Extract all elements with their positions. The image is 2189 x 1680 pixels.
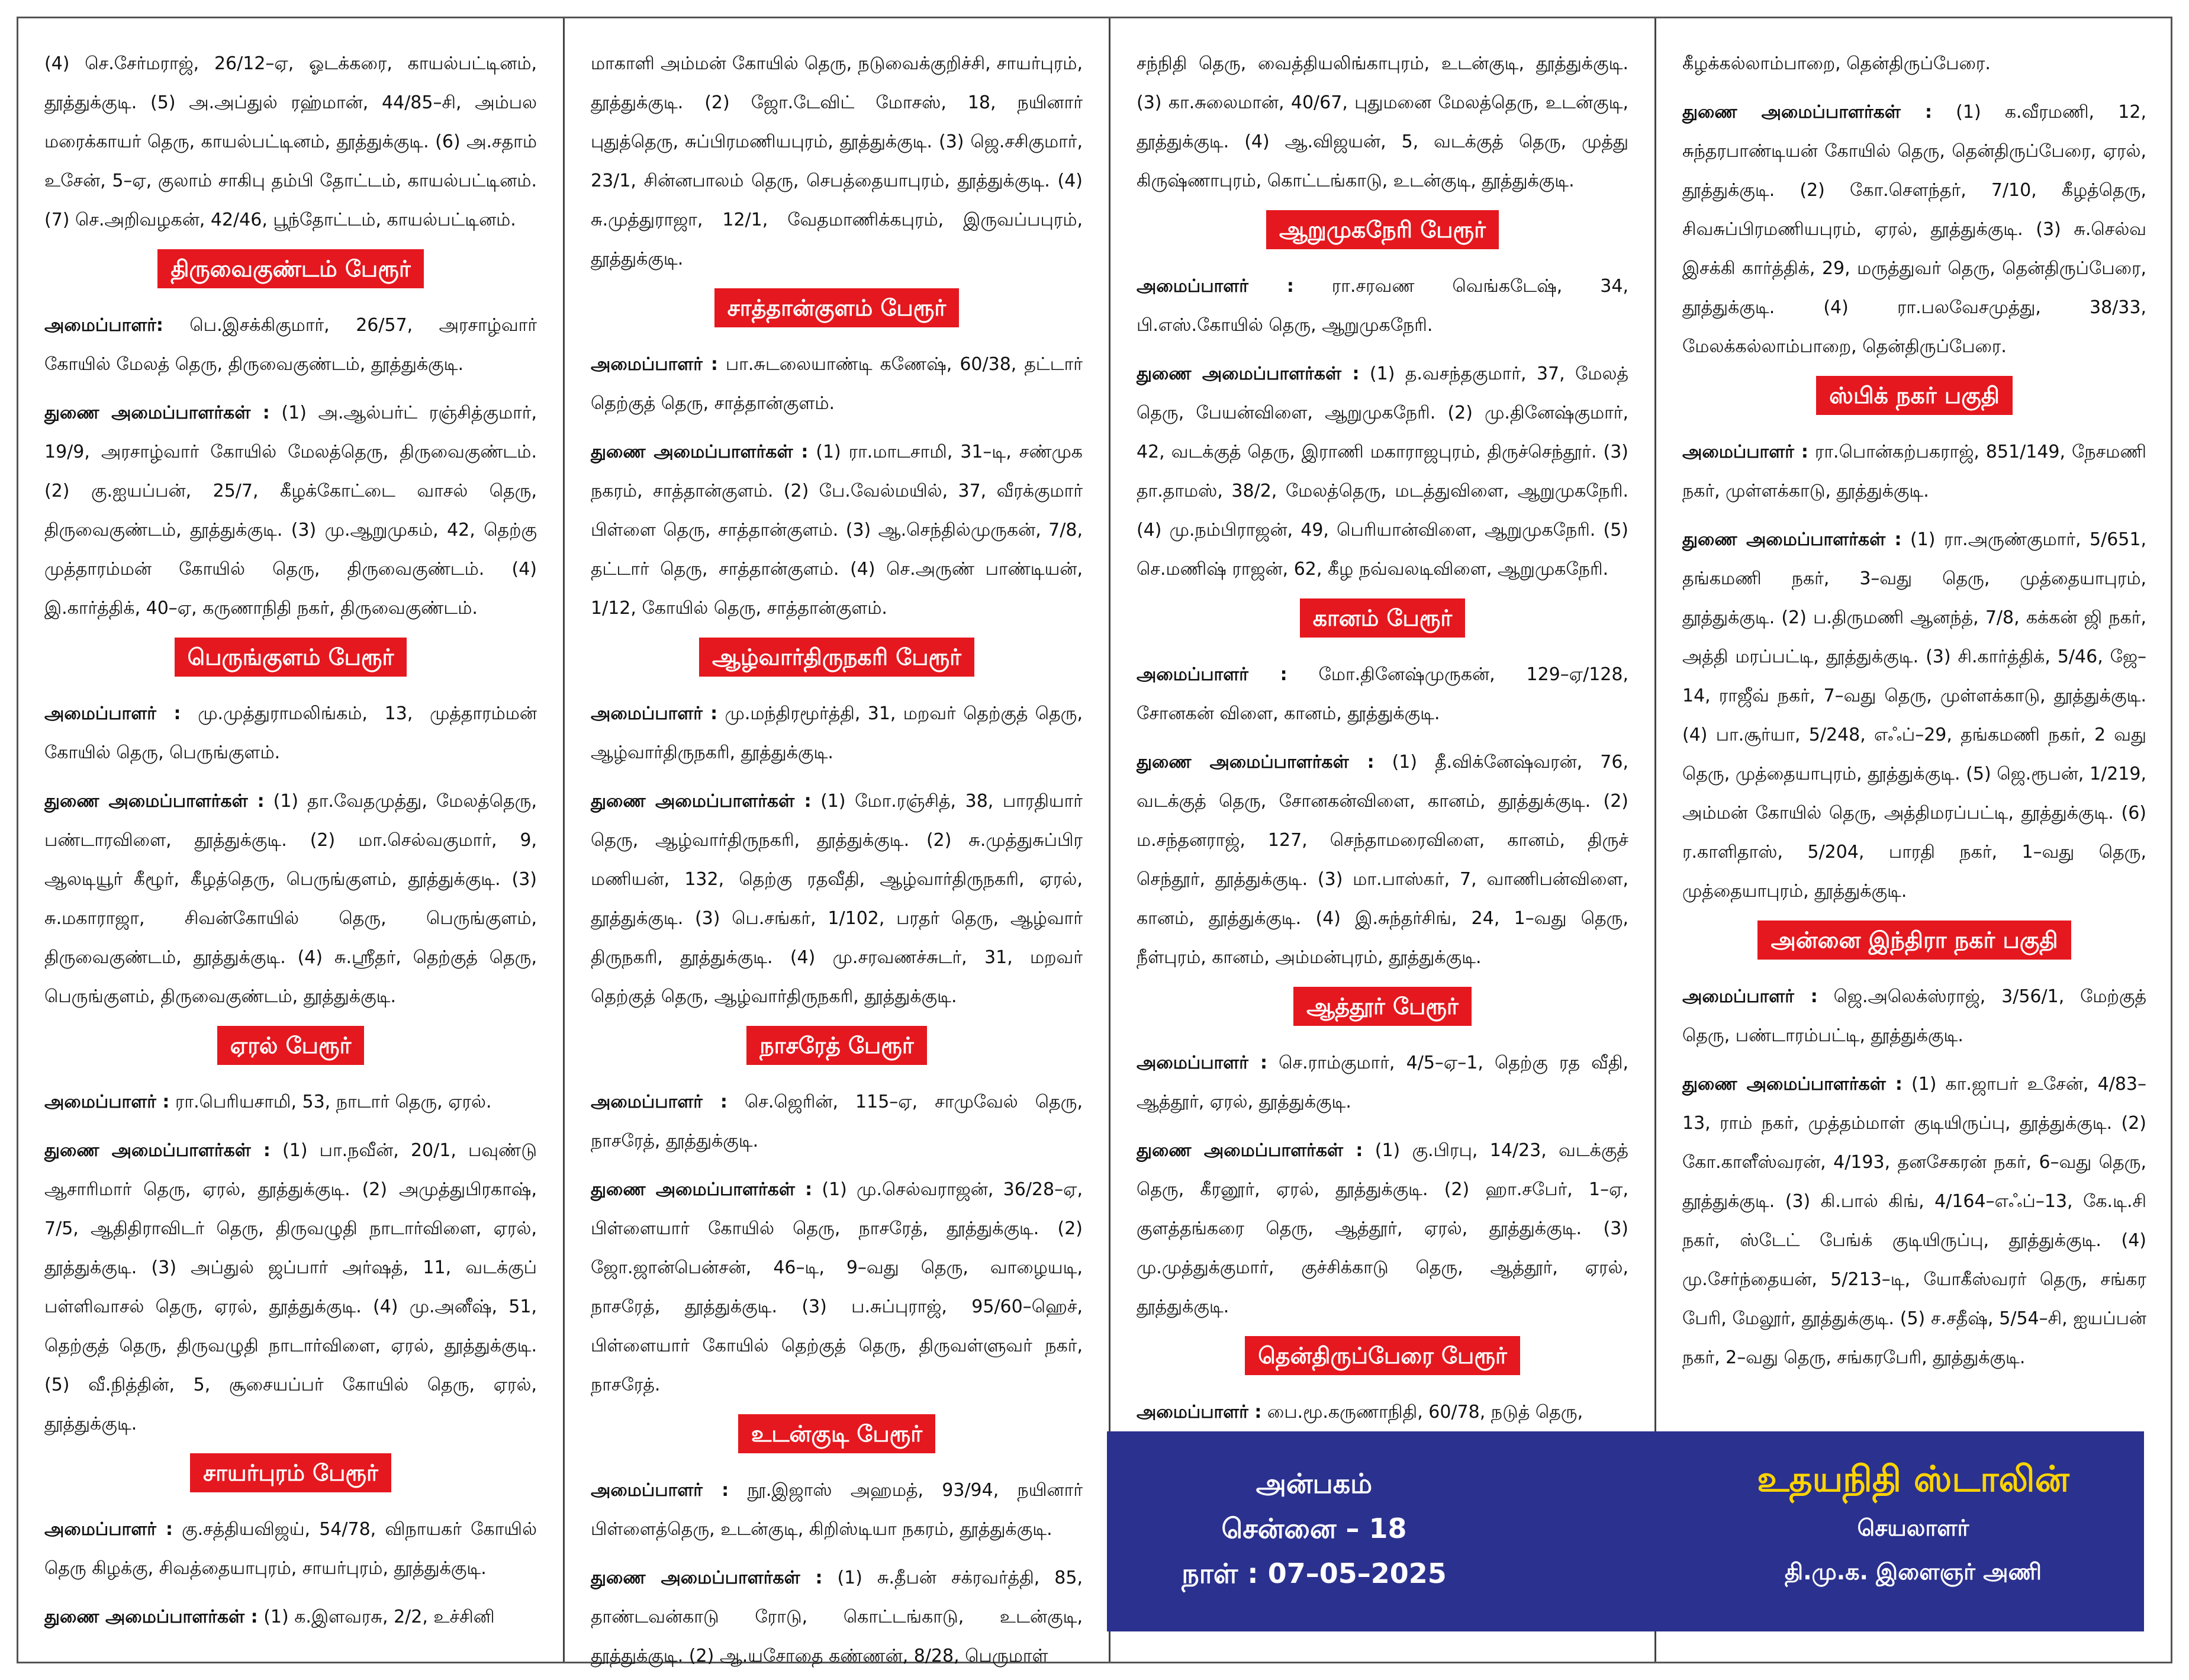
- deputy-text: (1) கு.பிரபு, 14/23, வடக்குத் தெரு, கீரனூர், ஏரல், தூத்துக்குடி. (2) ஹா.சபேர், 1–ஏ, குளத்தங்கரை தெரு, ஆத்தூர், ஏரல், தூத்துக்குடி. (3) மு.முத்துக்குமார், குச்சிக்காடு தெரு, ஆத்தூர், ஏரல், தூத்துக்குடி.: [1137, 1140, 1628, 1317]
- column-4: [1654, 18, 2172, 1662]
- issue-details: [1107, 1461, 1521, 1596]
- organizer-text: ரா.சரவண வெங்கடேஷ், 34, பி.எஸ்.கோயில் தெரு, ஆறுமுகநேரி.: [1137, 276, 1628, 336]
- deputy-label: துணை அமைப்பாளர்கள் :: [1682, 1074, 1903, 1095]
- heading-text: ஏரல் பேரூர்: [217, 1026, 365, 1065]
- organizer-text: பெ.இசக்கிகுமார், 26/57, அரசாழ்வார் கோயில் மேலத் தெரு, திருவைகுண்டம், தூத்துக்குடி.: [44, 315, 537, 375]
- deputy-label: துணை அமைப்பாளர்கள் :: [1137, 752, 1374, 773]
- deputy-label: துணை அமைப்பாளர்கள் :: [44, 403, 270, 423]
- deputy-text: (1) தா.வேதமுத்து, மேலத்தெரு, பண்டாரவிளை, தூத்துக்குடி. (2) மா.செல்வகுமார், 9, ஆலடியூர் கீழூர், கீழத்தெரு, பெருங்குளம், தூத்துக்குடி. (3) சு.மகாராஜா, சிவன்கோயில் தெரு, பெருங்குளம், திருவைகுண்டம், தூத்துக்குடி. (4) சு.ஸ்ரீதர், தெற்குத் தெரு, பெருங்குளம், திருவைகுண்டம், தூத்துக்குடி.: [44, 791, 537, 1007]
- organizer-entry: [591, 345, 1083, 423]
- organizer-text: மு.முத்துராமலிங்கம், 13, முத்தாரம்மன் கோயில் தெரு, பெருங்குளம்.: [44, 703, 537, 763]
- heading-text: உடன்குடி பேரூர்: [738, 1414, 935, 1453]
- deputy-entry: [1682, 520, 2146, 911]
- organizer-label: அமைப்பாளர் :: [44, 1092, 170, 1112]
- column-1: [18, 18, 563, 1662]
- organizer-label: அமைப்பாளர் :: [1137, 276, 1294, 297]
- deputy-label: துணை அமைப்பாளர்கள் :: [591, 442, 809, 462]
- organizer-entry: [1137, 1044, 1628, 1122]
- deputy-entry: [1137, 1131, 1628, 1327]
- organizer-entry: [44, 306, 537, 384]
- organizer-entry: [1682, 433, 2146, 511]
- heading-text: பெருங்குளம் பேரூர்: [175, 638, 407, 677]
- section-heading: [1137, 1336, 1628, 1375]
- organizer-label: அமைப்பாளர் :: [591, 354, 718, 375]
- section-heading: [591, 1414, 1083, 1453]
- deputy-text: (1) கா.ஜாபர் உசேன், 4/83–13, ராம் நகர், முத்தம்மாள் குடியிருப்பு, தூத்துக்குடி. (2) கோ.காளீஸ்வரன், 4/193, தனசேகரன் நகர், 6–வது தெரு, தூத்துக்குடி. (3) கி.பால் கிங், 4/164–எஃப்–13, கே.டி.சி நகர், ஸ்டேட் பேங்க் குடியிருப்பு, தூத்துக்குடி. (4) மு.சேர்ந்தையன், 5/213–டி, யோகீஸ்வரர் தெரு, சங்கர பேரி, மேலூர், தூத்துக்குடி. (5) ச.சதீஷ், 5/54–சி, ஐயப்பன் நகர், 2–வது தெரு, சங்கரபேரி, தூத்துக்குடி.: [1682, 1074, 2146, 1368]
- heading-text: ஆழ்வார்திருநகரி பேரூர்: [699, 638, 974, 677]
- section-heading: [1682, 376, 2146, 415]
- deputy-text: (1) பா.நவீன், 20/1, பவுண்டு ஆசாரிமார் தெரு, ஏரல், தூத்துக்குடி. (2) அமுத்துபிரகாஷ், 7/5, ஆதிதிராவிடர் தெரு, திருவழுதி நாடார்விளை, ஏரல், தூத்துக்குடி. (3) அப்துல் ஜப்பார் அர்ஷத், 11, வடக்குப் பள்ளிவாசல் தெரு, ஏரல், தூத்துக்குடி. (4) மு.அனீஷ், 51, தெற்குத் தெரு, திருவழுதி நாடார்விளை, ஏரல், தூத்துக்குடி. (5) வீ.நித்தின், 5, சூசையப்பர் கோயில் தெரு, ஏரல், தூத்துக்குடி.: [44, 1140, 537, 1434]
- organizer-label: அமைப்பாளர் :: [1137, 664, 1287, 685]
- section-heading: [591, 288, 1083, 327]
- heading-text: ஆறுமுகநேரி பேரூர்: [1266, 210, 1499, 249]
- paragraph: (4) செ.சேர்மராஜ், 26/12–ஏ, ஓடக்கரை, காயல்பட்டினம், தூத்துக்குடி. (5) அ.அப்துல் ரஹ்மான், 44/85–சி, அம்பல மரைக்காயர் தெரு, காயல்பட்டினம், தூத்துக்குடி. (6) அ.சதாம் உசேன், 5–ஏ, குலாம் சாகிபு தம்பி தோட்டம், காயல்பட்டினம். (7) செ.அறிவழகன், 42/46, பூந்தோட்டம், காயல்பட்டினம்.: [44, 53, 537, 230]
- paragraph: மாகாளி அம்மன் கோயில் தெரு, நடுவைக்குறிச்சி, சாயர்புரம், தூத்துக்குடி. (2) ஜோ.டேவிட் மோசஸ், 18, நயினார் புதுத்தெரு, சுப்பிரமணியபுரம், தூத்துக்குடி. (3) ஜெ.சசிகுமார், 23/1, சின்னபாலம் தெரு, செபத்தையாபுரம், தூத்துக்குடி. (4) சு.முத்துராஜா, 12/1, வேதமாணிக்கபுரம், இருவப்பபுரம், தூத்துக்குடி.: [591, 53, 1083, 269]
- organizer-text: பா.சுடலையாண்டி கணேஷ், 60/38, தட்டார் தெற்குத் தெரு, சாத்தான்குளம்.: [591, 354, 1083, 414]
- deputy-text: (1) ரா.அருண்குமார், 5/651, தங்கமணி நகர், 3–வது தெரு, முத்தையாபுரம், தூத்துக்குடி. (2) ப.திருமணி ஆனந்த், 7/8, கக்கன் ஜி நகர், அத்தி மரப்பட்டி, தூத்துக்குடி. (3) சி.கார்த்திக், 5/46, ஜே–14, ராஜீவ் நகர், 7–வது தெரு, முள்ளக்காடு, தூத்துக்குடி. (4) பா.சூர்யா, 5/248, எஃப்–29, தங்கமணி நகர், 2 வது தெரு, முத்தையாபுரம், தூத்துக்குடி. (5) ஜெ.ரூபன், 1/219, அம்மன் கோயில் தெரு, அத்திமரப்பட்டி, தூத்துக்குடி. (6) ர.காளிதாஸ், 5/204, பாரதி நகர், 1–வது தெரு, முத்தையாபுரம், தூத்துக்குடி.: [1682, 529, 2146, 902]
- organizer-entry: [1137, 267, 1628, 345]
- deputy-entry: [1137, 743, 1628, 977]
- deputy-label: துணை அமைப்பாளர்கள் :: [1137, 1140, 1363, 1161]
- deputy-text: (1) க.வீரமணி, 12, சுந்தரபாண்டியன் கோயில் தெரு, தென்திருப்பேரை, ஏரல், தூத்துக்குடி. (2) கோ.சௌந்தர், 7/10, கீழத்தெரு, சிவசுப்பிரமணியபுரம், ஏரல், தூத்துக்குடி. (3) சு.செல்வ இசக்கி கார்த்திக், 29, மருத்துவர் தெரு, தென்திருப்பேரை, தூத்துக்குடி. (4) ரா.பலவேசமுத்து, 38/33, மேலக்கல்லாம்பாறை, தென்திருப்பேரை.: [1682, 102, 2146, 357]
- organizer-entry: [591, 1083, 1083, 1161]
- section-heading: [44, 249, 537, 288]
- deputy-label: துணை அமைப்பாளர்கள் :: [1682, 529, 1902, 550]
- office-name: அன்பகம்: [1256, 1467, 1373, 1499]
- deputy-label: துணை அமைப்பாளர்கள் :: [591, 1179, 813, 1200]
- organizer-label: அமைப்பாளர் :: [591, 1480, 729, 1501]
- organizer-text: ஜெ.அலெக்ஸ்ராஜ், 3/56/1, மேற்குத் தெரு, பண்டாரம்பட்டி, தூத்துக்குடி.: [1682, 986, 2146, 1046]
- organizer-entry: [44, 1510, 537, 1588]
- deputy-entry: [591, 782, 1083, 1016]
- organizer-label: அமைப்பாளர் :: [1682, 442, 1808, 462]
- deputy-text: (1) மோ.ரஞ்சித், 38, பாரதியார் தெரு, ஆழ்வார்திருநகரி, தூத்துக்குடி. (2) சு.முத்துசுப்பிர மணியன், 132, தெற்கு ரதவீதி, ஆழ்வார்திருநகரி, ஏரல், தூத்துக்குடி. (3) பெ.சங்கர், 1/102, பரதர் தெரு, ஆழ்வார் திருநகரி, தூத்துக்குடி. (4) மு.சரவணச்சுடர், 31, மறவர் தெற்குத் தெரு, ஆழ்வார்திருநகரி, தூத்துக்குடி.: [591, 791, 1083, 1007]
- deputy-entry: [591, 433, 1083, 628]
- notice-page: [17, 17, 2172, 1666]
- section-heading: [44, 638, 537, 677]
- column-3: [1109, 18, 1654, 1662]
- signature-block: [1107, 1431, 2144, 1631]
- heading-text: தென்திருப்பேரை பேரூர்: [1245, 1336, 1520, 1375]
- organizer-text: கு.சத்தியவிஜய், 54/78, விநாயகர் கோயில் தெரு கிழக்கு, சிவத்தையாபுரம், சாயர்புரம், தூத்துக்குடி.: [44, 1519, 537, 1579]
- deputy-entry: [1682, 1065, 2146, 1378]
- deputy-label: துணை அமைப்பாளர்கள் :: [1137, 363, 1360, 384]
- deputy-entry: [1137, 355, 1628, 589]
- section-heading: [1137, 987, 1628, 1026]
- organizer-text: ரா.பெரியசாமி, 53, நாடார் தெரு, ஏரல்.: [169, 1092, 492, 1112]
- column-2: [563, 18, 1109, 1666]
- deputy-entry: [591, 1170, 1083, 1405]
- section-heading: [1682, 921, 2146, 960]
- deputy-label: துணை அமைப்பாளர்கள் :: [591, 1568, 823, 1588]
- organizer-entry: [44, 1083, 537, 1122]
- heading-text: ஆத்தூர் பேரூர்: [1293, 987, 1472, 1026]
- organizer-text: செ.ராம்குமார், 4/5–ஏ–1, தெற்கு ரத வீதி, ஆத்தூர், ஏரல், தூத்துக்குடி.: [1137, 1053, 1628, 1112]
- organizer-label: அமைப்பாளர்:: [44, 315, 163, 336]
- paragraph: சந்நிதி தெரு, வைத்தியலிங்காபுரம், உடன்குடி, தூத்துக்குடி. (3) கா.சுலைமான், 40/67, புதுமனை மேலத்தெரு, உடன்குடி, தூத்துக்குடி. (4) ஆ.விஜயன், 5, வடக்குத் தெரு, முத்து கிருஷ்ணாபுரம், கொட்டங்காடு, உடன்குடி, தூத்துக்குடி.: [1137, 53, 1628, 191]
- office-city: சென்னை – 18: [1221, 1512, 1407, 1544]
- heading-text: ஸ்பிக் நகர் பகுதி: [1816, 376, 2013, 415]
- organizer-label: அமைப்பாளர் :: [1682, 986, 1818, 1007]
- deputy-text: (1) தீ.விக்னேஷ்வரன், 76, வடக்குத் தெரு, சோனகன்விளை, கானம், தூத்துக்குடி. (2) ம.சந்தனராஜ், 127, செந்தாமரைவிளை, கானம், திருச் செந்தூர், தூத்துக்குடி. (3) மா.பாஸ்கர், 7, வாணிபன்விளை, கானம், தூத்துக்குடி. (4) இ.சுந்தர்சிங், 24, 1–வது தெரு, நீள்புரம், கானம், அம்மன்புரம், தூத்துக்குடி.: [1137, 752, 1628, 968]
- organizer-label: அமைப்பாளர் :: [44, 703, 181, 724]
- paragraph: கீழக்கல்லாம்பாறை, தென்திருப்பேரை.: [1682, 53, 1991, 74]
- deputy-entry: [44, 1131, 537, 1444]
- organizer-label: அமைப்பாளர் :: [44, 1519, 173, 1540]
- signatory-name: உதயநிதி ஸ்டாலின்: [1757, 1459, 2069, 1500]
- organizer-text: ரா.பொன்கற்பகராஜ், 851/149, நேசமணி நகர், முள்ளக்காடு, தூத்துக்குடி.: [1682, 442, 2146, 501]
- signatory-org: தி.மு.க. இளைஞர் அணி: [1784, 1559, 2042, 1585]
- organizer-text: நூ.இஜாஸ் அஹமத், 93/94, நயினார் பிள்ளைத்தெரு, உடன்குடி, கிறிஸ்டியா நகரம், தூத்துக்குடி.: [591, 1480, 1083, 1540]
- organizer-entry: [591, 694, 1083, 773]
- signatory: [1706, 1453, 2120, 1594]
- organizer-entry: [1137, 1393, 1628, 1432]
- section-heading: [591, 1026, 1083, 1065]
- organizer-text: பை.மூ.கருணாநிதி, 60/78, நடுத் தெரு,: [1261, 1402, 1583, 1422]
- deputy-label: துணை அமைப்பாளர்கள் :: [1682, 102, 1932, 123]
- section-heading: [44, 1453, 537, 1492]
- organizer-entry: [591, 1471, 1083, 1549]
- organizer-label: அமைப்பாளர் :: [591, 1092, 727, 1112]
- heading-text: அன்னை இந்திரா நகர் பகுதி: [1757, 921, 2071, 960]
- deputy-label: துணை அமைப்பாளர்கள் :: [44, 1140, 271, 1161]
- organizer-entry: [44, 694, 537, 773]
- heading-text: சாயர்புரம் பேரூர்: [190, 1453, 391, 1492]
- organizer-label: அமைப்பாளர் :: [1137, 1053, 1267, 1073]
- heading-text: கானம் பேரூர்: [1300, 598, 1466, 638]
- section-heading: [44, 1026, 537, 1065]
- deputy-text: (1) ரா.மாடசாமி, 31–டி, சண்முக நகரம், சாத்தான்குளம். (2) பே.வேல்மயில், 37, வீரக்குமார் பிள்ளை தெரு, சாத்தான்குளம். (3) ஆ.செந்தில்முருகன், 7/8, தட்டார் தெரு, சாத்தான்குளம். (4) செ.அருண் பாண்டியன், 1/12, கோயில் தெரு, சாத்தான்குளம்.: [591, 442, 1083, 619]
- deputy-text: (1) சு.தீபன் சக்ரவர்த்தி, 85, தாண்டவன்காடு ரோடு, கொட்டங்காடு, உடன்குடி, தூத்துக்குடி. (2) ஆ.யசோதை கண்ணன், 8/28, பெருமாள்: [591, 1568, 1083, 1666]
- signatory-title: செயலாளர்: [1857, 1515, 1969, 1541]
- deputy-label: துணை அமைப்பாளர்கள் :: [591, 791, 812, 812]
- heading-text: திருவைகுண்டம் பேரூர்: [157, 249, 423, 288]
- organizer-text: மோ.தினேஷ்முருகன், 129–ஏ/128, சோனகன் விளை, கானம், தூத்துக்குடி.: [1137, 664, 1628, 724]
- heading-text: சாத்தான்குளம் பேரூர்: [714, 288, 959, 327]
- deputy-text: (1) க.இளவரசு, 2/2, உச்சினி: [257, 1607, 495, 1627]
- organizer-label: அமைப்பாளர் :: [1137, 1402, 1262, 1422]
- organizer-label: அமைப்பாளர் :: [591, 703, 718, 724]
- organizer-entry: [1137, 655, 1628, 733]
- section-heading: [591, 638, 1083, 677]
- deputy-entry: [44, 782, 537, 1016]
- organizer-text: செ.ஜெரின், 115–ஏ, சாமுவேல் தெரு, நாசரேத், தூத்துக்குடி.: [591, 1092, 1083, 1151]
- organizer-entry: [1682, 977, 2146, 1055]
- deputy-text: (1) மு.செல்வராஜன், 36/28–ஏ, பிள்ளையார் கோயில் தெரு, நாசரேத், தூத்துக்குடி. (2) ஜோ.ஜான்பென்சன், 46–டி, 9–வது தெரு, வாழையடி, நாசரேத், தூத்துக்குடி. (3) ப.சுப்புராஜ், 95/60–ஹெச், பிள்ளையார் கோயில் தெற்குத் தெரு, திருவள்ளுவர் நகர், நாசரேத்.: [591, 1179, 1083, 1395]
- deputy-entry: [1682, 93, 2146, 366]
- deputy-text: (1) த.வசந்தகுமார், 37, மேலத் தெரு, பேயன்விளை, ஆறுமுகநேரி. (2) மு.தினேஷ்குமார், 42, வடக்குத் தெரு, இராணி மகாராஜபுரம், திருச்செந்தூர். (3) தா.தாமஸ், 38/2, மேலத்தெரு, மடத்துவிளை, ஆறுமுகநேரி. (4) மு.நம்பிராஜன், 49, பெரியான்விளை, ஆறுமுகநேரி. (5) செ.மணிஷ் ராஜன், 62, கீழ நவ்வலடிவிளை, ஆறுமுகநேரி.: [1137, 363, 1628, 580]
- organizer-text: மு.மந்திரமூர்த்தி, 31, மறவர் தெற்குத் தெரு, ஆழ்வார்திருநகரி, தூத்துக்குடி.: [591, 703, 1083, 763]
- heading-text: நாசரேத் பேரூர்: [746, 1026, 927, 1065]
- issue-date: நாள் : 07–05–2025: [1182, 1557, 1447, 1589]
- deputy-label: துணை அமைப்பாளர்கள் :: [44, 791, 265, 812]
- deputy-text: (1) அ.ஆல்பர்ட் ரஞ்சித்குமார், 19/9, அரசாழ்வார் கோயில் மேலத்தெரு, திருவைகுண்டம். (2) கு.ஐயப்பன், 25/7, கீழக்கோட்டை வாசல் தெரு, திருவைகுண்டம், தூத்துக்குடி. (3) மு.ஆறுமுகம், 42, தெற்கு முத்தாரம்மன் கோயில் தெரு, திருவைகுண்டம். (4) இ.கார்த்திக், 40–ஏ, கருணாநிதி நகர், திருவைகுண்டம்.: [44, 403, 537, 619]
- section-heading: [1137, 210, 1628, 249]
- deputy-entry: [591, 1559, 1083, 1676]
- deputy-entry: [44, 1598, 537, 1637]
- section-heading: [1137, 598, 1628, 638]
- deputy-label: துணை அமைப்பாளர்கள் :: [44, 1607, 258, 1627]
- deputy-entry: [44, 394, 537, 628]
